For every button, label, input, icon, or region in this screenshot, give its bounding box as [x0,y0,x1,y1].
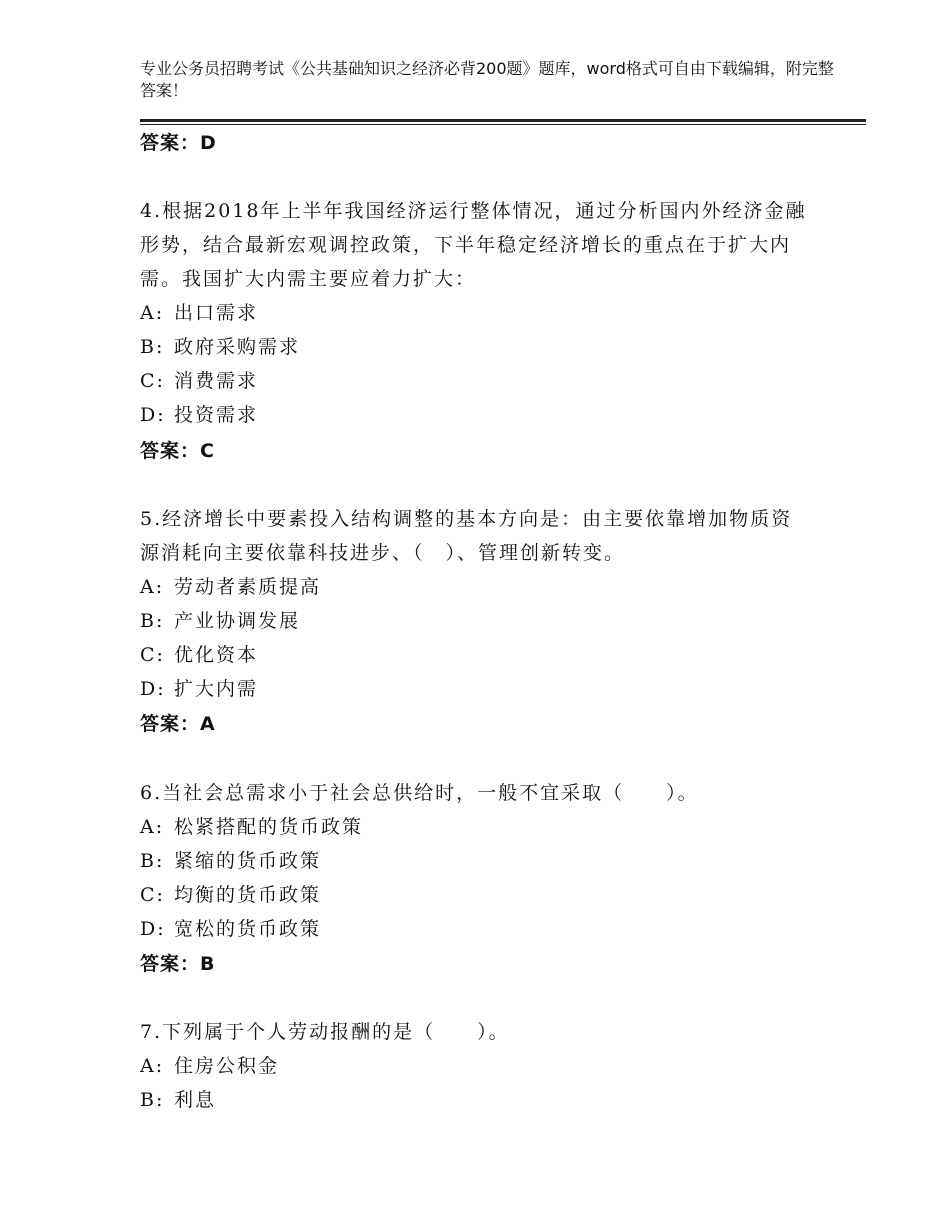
question-5-option-d: D: 扩大内需 [140,678,259,700]
question-6-text: 6.当社会总需求小于社会总供给时，一般不宜采取（ ）。 [140,782,699,804]
question-4-option-d: D: 投资需求 [140,404,259,426]
question-4-text: 4.根据2018年上半年我国经济运行整体情况，通过分析国内外经济金融形势，结合最新宏观调控政策，下半年稳定经济增长的重点在于扩大内需。我国扩大内需主要应着力扩大： [140,200,807,290]
question-4-option-b: B: 政府采购需求 [140,336,301,358]
question-4-option-c: C: 消费需求 [140,370,259,392]
question-5-option-b: B: 产业协调发展 [140,610,301,632]
question-4-option-a: A: 出口需求 [140,302,259,324]
answer-q5: 答案：A [140,713,216,735]
question-6-option-b: B: 紧缩的货币政策 [140,850,322,872]
header-rule-thin [140,124,866,125]
question-5 [140,502,810,706]
document-header: 专业公务员招聘考试《公共基础知识之经济必背200题》题库，word格式可自由下载编辑，附完整答案！ [140,59,834,100]
question-7-text: 7.下列属于个人劳动报酬的是（ ）。 [140,1021,510,1043]
question-4 [140,194,810,432]
header-rule-thick [140,119,866,122]
question-7-option-b: B: 利息 [140,1089,217,1111]
question-6-option-d: D: 宽松的货币政策 [140,918,322,940]
question-5-option-a: A: 劳动者素质提高 [140,576,322,598]
question-6-option-a: A: 松紧搭配的货币政策 [140,816,364,838]
answer-q4: 答案：C [140,440,215,462]
question-5-option-c: C: 优化资本 [140,644,259,666]
answer-q3: 答案：D [140,132,217,154]
question-6-option-c: C: 均衡的货币政策 [140,884,322,906]
question-6 [140,776,810,946]
question-7-option-a: A: 住房公积金 [140,1055,280,1077]
answer-q6: 答案：B [140,953,216,975]
question-5-text: 5.经济增长中要素投入结构调整的基本方向是：由主要依靠增加物质资源消耗向主要依靠科技进步、（ ）、管理创新转变。 [140,508,793,564]
question-7 [140,1015,810,1117]
